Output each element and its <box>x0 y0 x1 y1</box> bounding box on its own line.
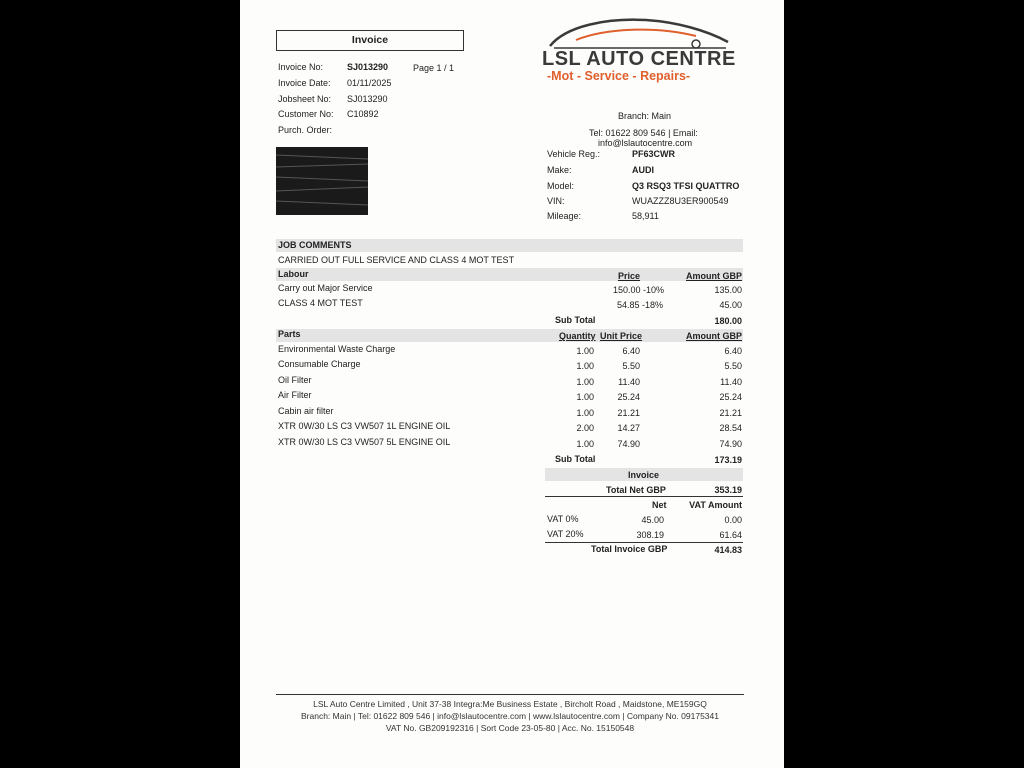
parts-col-amount: Amount GBP <box>686 331 742 341</box>
parts-heading: Parts <box>278 329 301 339</box>
parts-row-unit: 5.50 <box>622 361 640 371</box>
vat-col-net: Net <box>652 500 667 510</box>
parts-row-desc: Cabin air filter <box>278 406 334 416</box>
parts-row-desc: Oil Filter <box>278 375 312 385</box>
footer-line-1: LSL Auto Centre Limited , Unit 37-38 Integra:Me Business Estate , Bircholt Road , Maidstone, ME159GQ <box>313 699 707 709</box>
parts-row-qty: 1.00 <box>576 392 594 402</box>
parts-row-amount: 74.90 <box>719 439 742 449</box>
right-margin-background <box>784 0 1024 768</box>
parts-row-unit: 11.40 <box>618 377 640 387</box>
parts-row-desc: XTR 0W/30 LS C3 VW507 5L ENGINE OIL <box>278 437 451 447</box>
vehicle-label-model: Model: <box>547 181 575 191</box>
field-label-customer-no: Customer No: <box>278 109 334 119</box>
vat-col-amount: VAT Amount <box>689 500 742 510</box>
totals-divider <box>545 496 743 497</box>
page-indicator: Page 1 / 1 <box>413 63 455 73</box>
parts-row-amount: 6.40 <box>724 346 742 356</box>
vat-row-net: 45.00 <box>641 515 664 525</box>
parts-row-desc: Environmental Waste Charge <box>278 344 396 354</box>
redacted-address-block <box>276 147 368 215</box>
vehicle-label-reg: Vehicle Reg.: <box>547 149 601 159</box>
parts-row-qty: 1.00 <box>576 439 594 449</box>
labour-row-price: 150.00 -10% <box>613 285 665 295</box>
vat-row-amount: 0.00 <box>724 515 742 525</box>
parts-row-amount: 11.40 <box>720 377 742 387</box>
parts-row-qty: 1.00 <box>576 361 594 371</box>
parts-row-qty: 1.00 <box>576 346 594 356</box>
total-invoice-divider <box>545 542 743 543</box>
parts-row-unit: 21.21 <box>617 408 640 418</box>
field-value-customer-no: C10892 <box>347 109 379 119</box>
parts-row-amount: 21.21 <box>719 408 742 418</box>
footer-line-3: VAT No. GB209192316 | Sort Code 23-05-80 | Acc. No. 15150548 <box>385 723 635 733</box>
vehicle-value-make: AUDI <box>632 165 654 175</box>
labour-row-desc: Carry out Major Service <box>278 283 373 293</box>
vehicle-label-make: Make: <box>547 165 572 175</box>
parts-row-desc: XTR 0W/30 LS C3 VW507 1L ENGINE OIL <box>278 421 451 431</box>
labour-subtotal-value: 180.00 <box>714 316 742 326</box>
invoice-title: Invoice <box>276 30 464 51</box>
parts-row-qty: 1.00 <box>576 408 594 418</box>
labour-row-price: 54.85 -18% <box>617 300 664 310</box>
field-label-jobsheet-no: Jobsheet No: <box>278 94 332 104</box>
labour-heading: Labour <box>278 269 309 279</box>
parts-row-unit: 74.90 <box>617 439 640 449</box>
parts-row-unit: 6.40 <box>622 346 640 356</box>
total-net-label: Total Net GBP <box>606 485 666 495</box>
parts-subtotal-label: Sub Total <box>555 454 596 464</box>
labour-col-price: Price <box>618 271 641 281</box>
vehicle-value-vin: WUAZZZ8U3ER900549 <box>632 196 729 206</box>
labour-header-bar <box>276 268 743 281</box>
total-invoice-label: Total Invoice GBP <box>591 544 668 554</box>
contact-line-2: info@lslautocentre.com <box>598 138 693 148</box>
parts-row-amount: 5.50 <box>724 361 742 371</box>
field-value-invoice-no: SJ013290 <box>347 62 389 72</box>
left-margin-background <box>0 0 240 768</box>
labour-row-amount: 45.00 <box>719 300 742 310</box>
car-logo-icon <box>546 16 734 52</box>
vat-row-amount: 61.64 <box>719 530 742 540</box>
field-value-jobsheet-no: SJ013290 <box>347 94 388 104</box>
footer-divider <box>276 694 744 695</box>
field-label-purch-order: Purch. Order: <box>278 125 333 135</box>
field-label-invoice-no: Invoice No: <box>278 62 324 72</box>
company-name: LSL AUTO CENTRE <box>542 48 736 70</box>
footer-line-2: Branch: Main | Tel: 01622 809 546 | info@lslautocentre.com | www.lslautocentre.com | Company No. 09175341 <box>301 711 719 721</box>
labour-row-amount: 135.00 <box>714 285 742 295</box>
contact-line-1: Tel: 01622 809 546 | Email: <box>589 128 698 138</box>
parts-row-qty: 1.00 <box>576 377 594 387</box>
totals-heading: Invoice <box>628 470 660 480</box>
labour-col-amount: Amount GBP <box>686 271 742 281</box>
job-comments-heading: JOB COMMENTS <box>278 240 352 250</box>
vat-row-label: VAT 0% <box>547 514 579 524</box>
parts-col-unit-price: Unit Price <box>600 331 643 341</box>
vat-row-net: 308.19 <box>636 530 664 540</box>
document-footer <box>276 698 744 734</box>
parts-row-qty: 2.00 <box>576 423 594 433</box>
company-tagline: -Mot - Service - Repairs- <box>547 69 691 83</box>
labour-subtotal-label: Sub Total <box>555 315 596 325</box>
vehicle-value-model: Q3 RSQ3 TFSI QUATTRO <box>632 181 740 191</box>
total-invoice-value: 414.83 <box>714 545 742 555</box>
vehicle-value-mileage: 58,911 <box>632 211 659 221</box>
parts-subtotal-value: 173.19 <box>714 455 742 465</box>
vehicle-label-vin: VIN: <box>547 196 565 206</box>
job-comments-text: CARRIED OUT FULL SERVICE AND CLASS 4 MOT TEST <box>278 255 515 265</box>
parts-row-desc: Air Filter <box>278 390 312 400</box>
parts-row-unit: 25.24 <box>617 392 640 402</box>
vehicle-label-mileage: Mileage: <box>547 211 582 221</box>
labour-row-desc: CLASS 4 MOT TEST <box>278 298 363 308</box>
vat-row-label: VAT 20% <box>547 529 584 539</box>
parts-row-amount: 28.54 <box>719 423 742 433</box>
parts-col-quantity: Quantity <box>559 331 596 341</box>
branch-label: Branch: Main <box>618 111 672 121</box>
field-label-invoice-date: Invoice Date: <box>278 78 331 88</box>
field-value-invoice-date: 01/11/2025 <box>347 78 392 88</box>
parts-row-amount: 25.24 <box>719 392 742 402</box>
parts-header-bar <box>276 329 743 342</box>
vehicle-value-reg: PF63CWR <box>632 149 676 159</box>
parts-row-desc: Consumable Charge <box>278 359 361 369</box>
parts-row-unit: 14.27 <box>617 423 640 433</box>
total-net-value: 353.19 <box>714 485 742 495</box>
